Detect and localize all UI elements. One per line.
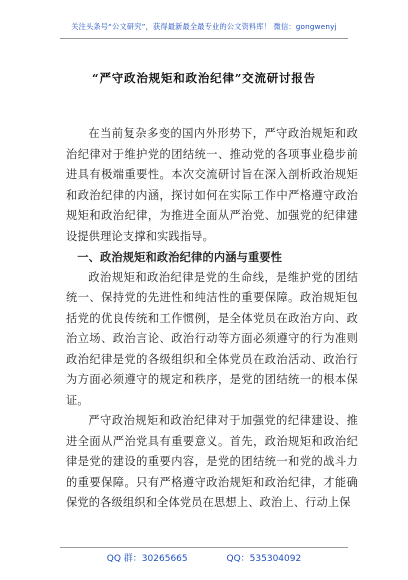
footer-divider: [60, 547, 348, 548]
header-divider: [60, 38, 348, 39]
document-title: “严守政治规矩和政治纪律”交流研讨报告: [92, 71, 316, 85]
footer-qq: QQ：535304092: [226, 554, 302, 564]
header-note: 关注头条号“公文研究”，获得最新最全最专业的公文资料库！ 微信：gongwenyj: [71, 22, 337, 31]
section-heading: 一、政治规矩和政治纪律的内涵与重要性: [77, 250, 283, 264]
paragraph-definition: 政治规矩和政治纪律是党的生命线，是维护党的团结统一、保持党的先进性和纯洁性的重要保障。政治规矩包括党的优良传统和工作惯例，是全体党员在政治方向、政治立场、政治言论、政治行动等方面必须遵守的行为准则政治纪律是党的各级组织和全体党员在政治活动、政治行为方面必须遵守的规定和秩序，是党的团结统一的根本保证。: [66, 270, 358, 407]
paragraph-intro: 在当前复杂多变的国内外形势下，严守政治规矩和政治纪律对于维护党的团结统一、推动党的各项事业稳步前进具有极端重要性。本次交流研讨旨在深入剖析政治规矩和政治纪律的内涵，探讨如何在实际工作中严格遵守政治规矩和政治纪律，为推进全面从严治党、加强党的纪律建设提供理论支撑和实践指导。: [66, 127, 358, 243]
footer-qq-group: QQ 群：30265665: [106, 554, 188, 564]
footer: [0, 551, 408, 564]
paragraph-significance: 严守政治规矩和政治纪律对于加强党的纪律建设、推进全面从严治党具有重要意义。首先，政治规矩和政治纪律是党的建设的重要内容，是党的团结统一和党的战斗力的重要保障。只有严格遵守政治规矩和政治纪律，才能确保党的各级组织和全体党员在思想上、政治上、行动上保: [66, 414, 358, 509]
document-body: [66, 124, 358, 514]
